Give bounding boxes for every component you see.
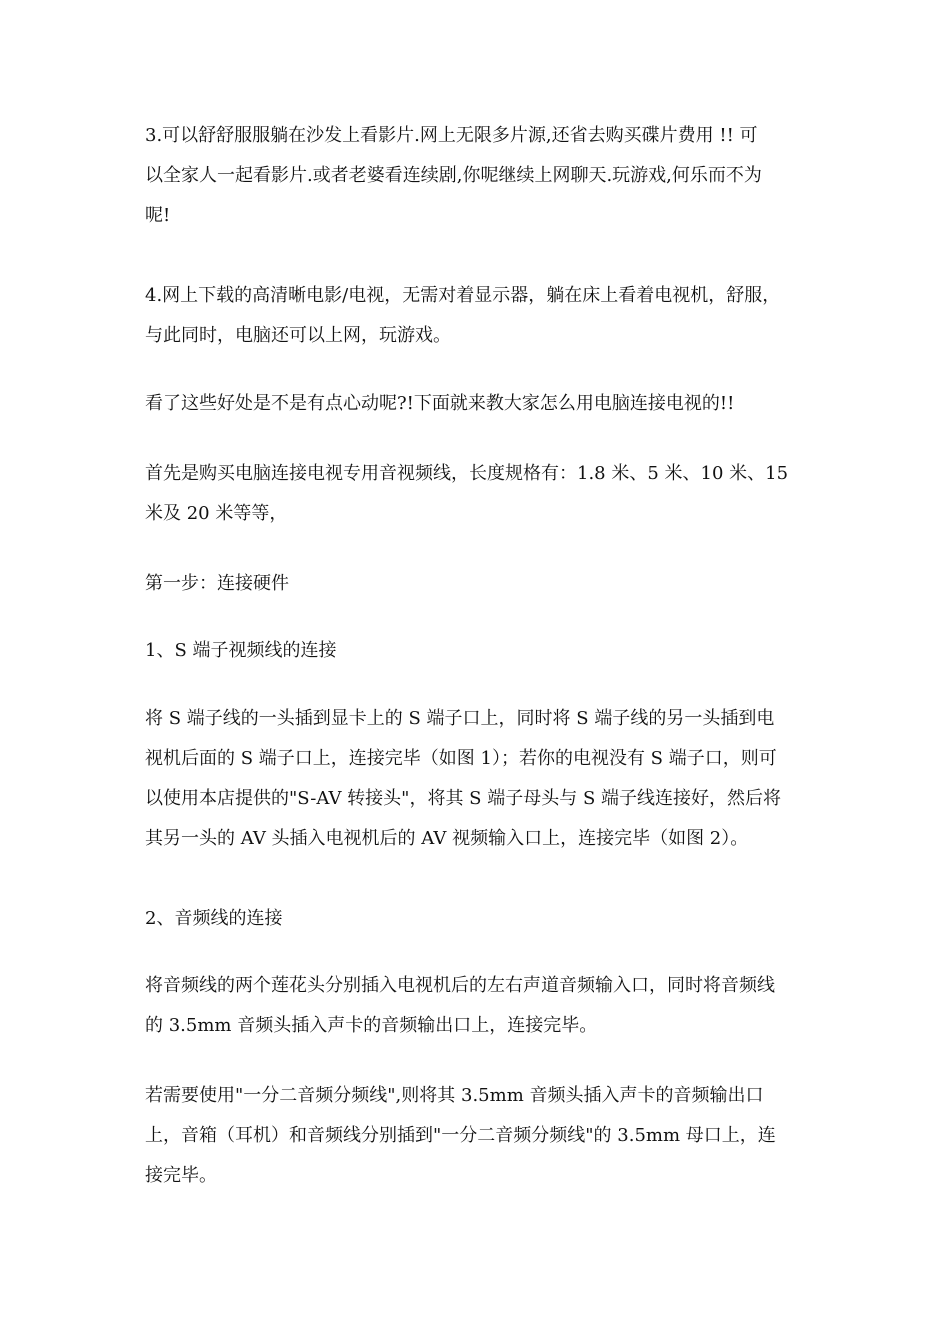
paragraph-intro (145, 384, 815, 424)
text-line: 3.可以舒舒服服躺在沙发上看影片.网上无限多片源,还省去购买碟片费用 !! 可 (145, 125, 758, 146)
text-line: 首先是购买电脑连接电视专用音视频线，长度规格有：1.8 米、5 米、10 米、15 (145, 463, 789, 484)
text-line: 米及 20 米等等， (145, 503, 288, 524)
text-line: 以使用本店提供的"S-AV 转接头"，将其 S 端子母头与 S 端子线连接好，然后将 (145, 788, 781, 809)
text-line: 4.网上下载的高清晰电影/电视，无需对着显示器，躺在床上看着电视机，舒服， (145, 285, 781, 306)
text-line: 的 3.5mm 音频头插入声卡的音频输出口上，连接完毕。 (145, 1015, 598, 1036)
text-line: 接完毕。 (145, 1165, 217, 1186)
paragraph-audio-splitter (145, 1076, 815, 1196)
text-line: 2、音频线的连接 (145, 908, 283, 929)
text-line: 上，音箱（耳机）和音频线分别插到"一分二音频分频线"的 3.5mm 母口上，连 (145, 1125, 776, 1146)
text-line: 将 S 端子线的一头插到显卡上的 S 端子口上，同时将 S 端子线的另一头插到电 (145, 708, 775, 729)
text-line: 与此同时，电脑还可以上网，玩游戏。 (145, 325, 451, 346)
text-line: 看了这些好处是不是有点心动呢?!下面就来教大家怎么用电脑连接电视的!! (145, 393, 735, 414)
text-line: 第一步：连接硬件 (145, 573, 289, 594)
heading-audio (145, 899, 815, 939)
text-line: 呢! (145, 205, 171, 226)
paragraph-cable-purchase (145, 454, 815, 534)
heading-s-video (145, 631, 815, 671)
paragraph-benefit-3 (145, 116, 815, 236)
text-line: 1、S 端子视频线的连接 (145, 640, 337, 661)
paragraph-s-video-connection (145, 699, 815, 859)
paragraph-audio-connection (145, 966, 815, 1046)
text-line: 将音频线的两个莲花头分别插入电视机后的左右声道音频输入口，同时将音频线 (145, 975, 775, 996)
paragraph-benefit-4 (145, 276, 815, 356)
text-line: 以全家人一起看影片.或者老婆看连续剧,你呢继续上网聊天.玩游戏,何乐而不为 (145, 165, 762, 186)
text-line: 若需要使用"一分二音频分频线",则将其 3.5mm 音频头插入声卡的音频输出口 (145, 1085, 764, 1106)
text-line: 视机后面的 S 端子口上，连接完毕（如图 1）；若你的电视没有 S 端子口，则可 (145, 748, 777, 769)
heading-step-one (145, 564, 815, 604)
text-line: 其另一头的 AV 头插入电视机后的 AV 视频输入口上，连接完毕（如图 2）。 (145, 828, 749, 849)
